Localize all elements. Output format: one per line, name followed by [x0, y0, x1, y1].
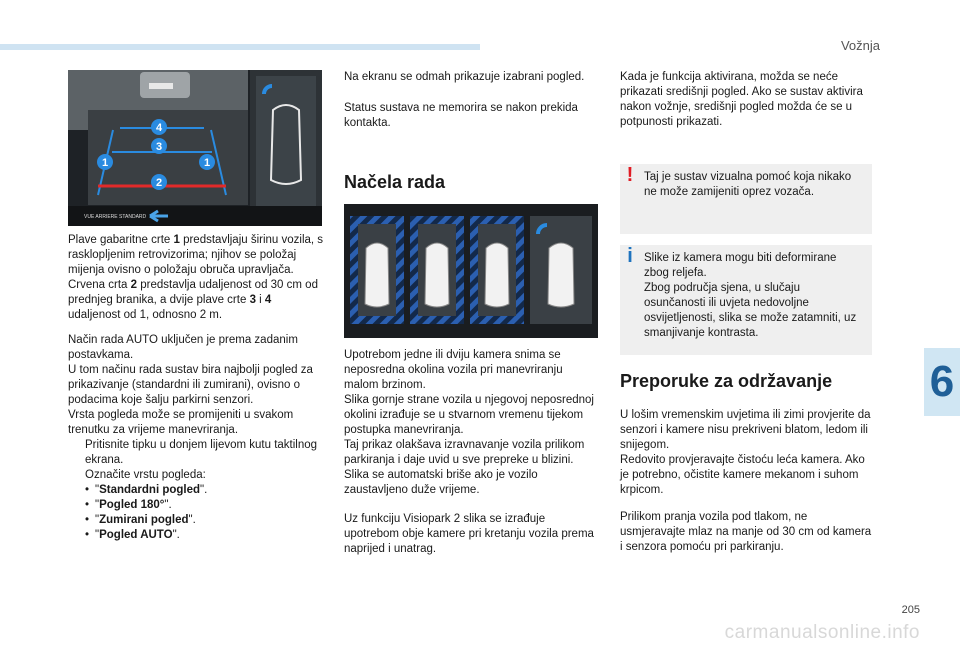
- gauge-lines-paragraph: Plave gabaritne crte 1 predstavljaju širinu vozila, s rasklopljenim retrovizorima; njihov se položaj mijenja ovisno o položaju obruča upravljača. Crvena crta 2 predstavlja udaljenost od 30 cm od prednjeg branika, a dvije plave crte 3 i 4 udaljenost od 1, odnosno 2 m.: [68, 234, 324, 321]
- heading-maintenance-wrap: [620, 371, 832, 392]
- column-2-lower: [344, 348, 600, 567]
- column-2: [344, 70, 600, 141]
- info-icon: i: [627, 245, 633, 267]
- view-option: • "Pogled AUTO".: [85, 528, 324, 543]
- parking-sequence-figure: [344, 204, 598, 338]
- screen-label: VUE ARRIERE STANDARD: [84, 214, 147, 220]
- column-3: [620, 70, 874, 140]
- watermark: carmanualsonline.info: [724, 622, 920, 643]
- header-bar: [0, 44, 480, 50]
- heading-principles-wrap: [344, 172, 445, 193]
- view-option: • "Zumirani pogled".: [85, 513, 324, 528]
- view-options-list: [68, 483, 324, 543]
- warning-note: ! Taj je sustav vizualna pomoć koja nikako ne može zamijeniti oprez vozača.: [620, 164, 872, 234]
- camera-view-svg: [68, 70, 322, 226]
- page-number: 205: [901, 604, 920, 616]
- chapter-tab: [924, 348, 960, 416]
- marker-1-right: 1: [203, 157, 211, 169]
- marker-2: 2: [155, 177, 163, 189]
- section-title: Vožnja: [840, 38, 880, 53]
- marker-1-left: 1: [101, 157, 109, 169]
- step-item: Označite vrstu pogleda:: [85, 469, 206, 481]
- parking-sequence-svg: [344, 204, 598, 338]
- steps-list: [68, 438, 324, 483]
- chapter-number: 6: [929, 357, 955, 406]
- paragraph: Kada je funkcija aktivirana, možda se neće prikazati središnji pogled. Ako se sustav aktivira nakon vožnje, središnji pogled možda će se u potpunosti prikazati.: [620, 71, 863, 128]
- heading-maintenance: Preporuke za održavanje: [620, 371, 833, 391]
- auto-mode-paragraph: Način rada AUTO uključen je prema zadanim postavkama. U tom načinu rada sustav bira najbolji pogled za prikazivanje (standardni ili zumirani), ovisno o podacima koje šalju parkirni senzori. Vrsta pogleda može se promijeniti u svakom trenutku za vrijeme manevriranja. Pritisnite tipku u donjem lijevom kutu taktilnog ekrana. Označite vrstu pogleda: • "Standardni pogled". • "Pogled 180°". • "Zumirani pogled". • "Pogled AUTO".: [68, 333, 324, 543]
- camera-view-figure: [68, 70, 322, 226]
- column-1: [68, 233, 324, 543]
- view-option: • "Pogled 180°".: [85, 498, 324, 513]
- paragraph: U lošim vremenskim uvjetima ili zimi provjerite da senzori i kamere nisu prekriveni blatom, ledom ili snijegom. Redovito provjeravajte čistoću leća kamera. Ako je potrebno, očistite kamere mekanom i suhom krpicom.: [620, 409, 871, 496]
- paragraph: Na ekranu se odmah prikazuje izabrani pogled.: [344, 71, 585, 83]
- paragraph: Status sustava ne memorira se nakon prekida kontakta.: [344, 102, 578, 129]
- marker-4: 4: [155, 122, 163, 134]
- paragraph: Uz funkciju Visiopark 2 slika se izrađuje upotrebom obje kamere pri kretanju vozila prema naprijed i unatrag.: [344, 513, 594, 555]
- paragraph: Upotrebom jedne ili dviju kamera snima se neposredna okolina vozila pri manevriranju malom brzinom. Slika gornje strane vozila u njegovoj neposrednoj okolini izrađuje se u stvarnom vremenu tijekom postupka manevriranja. Taj prikaz olakšava izravnavanje vozila prilikom parkiranja i daje uvid u sve prepreke u blizini. Slika se automatski briše ako je vozilo zaustavljeno duže vrijeme.: [344, 349, 594, 496]
- column-3-lower: [620, 408, 874, 565]
- step-item: Pritisnite tipku u donjem lijevom kutu taktilnog ekrana.: [85, 439, 318, 466]
- heading-principles: Načela rada: [344, 172, 446, 192]
- warning-icon: !: [626, 164, 634, 186]
- view-option: • "Standardni pogled".: [85, 483, 324, 498]
- info-note: i Slike iz kamera mogu biti deformirane zbog reljefa. Zbog područja sjena, u slučaju osunčanosti ili uvjeta nedovoljne osvijetljenosti, slika se može zatamniti, uz smanjivanje kontrasta.: [620, 245, 872, 355]
- marker-3: 3: [155, 141, 163, 153]
- paragraph: Prilikom pranja vozila pod tlakom, ne usmjeravajte mlaz na manje od 30 cm od kamera i senzora pomoću pri parkiranju.: [620, 511, 872, 553]
